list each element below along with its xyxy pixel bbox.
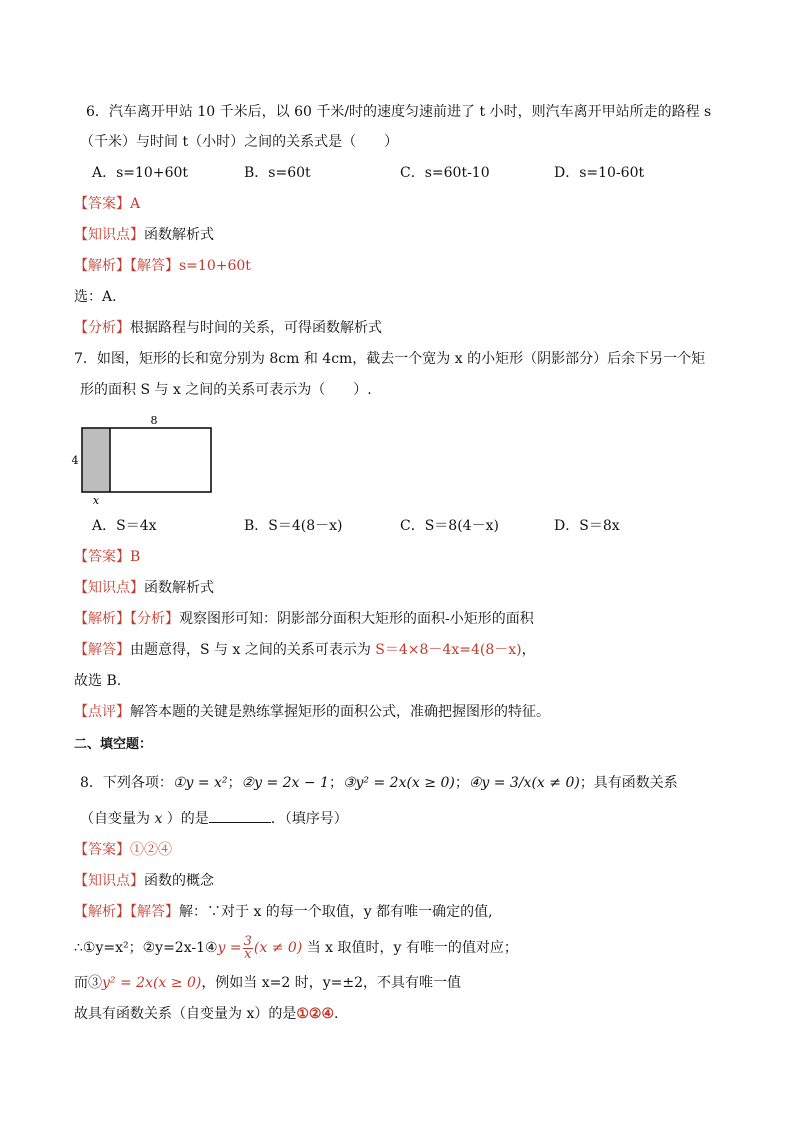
solve-tag: 【解答】: [74, 642, 130, 658]
q7-stem-line2: 形的面积 S 与 x 之间的关系可表示为（ ）.: [80, 382, 372, 398]
answer-tag: 【答案】: [74, 842, 130, 858]
q8-line4-a: 故具有函数关系（自变量为 x）的是: [74, 1006, 297, 1022]
q8-stem-prefix: 8．下列各项：: [80, 775, 173, 791]
q8-line3: [74, 973, 461, 993]
q8-l2-x: x: [154, 811, 163, 827]
solve-text: 由题意得，S 与 x 之间的关系可表示为: [130, 642, 376, 658]
rectangle-diagram: [70, 412, 230, 508]
solve-end: ，: [521, 642, 536, 658]
kp-value: 函数解析式: [144, 580, 214, 596]
q7-comment: [74, 702, 550, 722]
q8-line4-c: .: [334, 1006, 339, 1022]
q8-item-2: ②y = 2x − 1: [241, 775, 329, 791]
q6-stem-line2: （千米）与时间 t（小时）之间的关系式是（ ）: [80, 134, 399, 150]
q8-l2-a: （自变量为: [80, 811, 155, 827]
q6-choose: 选：A．: [74, 289, 127, 305]
q8-sep: ；: [227, 775, 242, 791]
q8-line3-formula: y² = 2x(x ≥ 0): [102, 975, 202, 991]
shaded-rectangle: [82, 428, 110, 492]
q8-stem-line2: [80, 808, 348, 829]
q8-line2-a: ∴①y=x²；②y=2x-1④: [74, 940, 218, 956]
answer-value: B: [130, 549, 141, 565]
analysis-value: 解：∵对于 x 的每一个取值，y 都有唯一确定的值,: [179, 904, 493, 920]
q8-line4: [74, 1004, 338, 1024]
q8-line3-a: 而③: [74, 975, 102, 991]
q6-option-b: B．s=60t: [244, 165, 311, 181]
q7-knowledge-point: [74, 578, 214, 598]
answer-value: ①②④: [130, 842, 172, 858]
q8-item-4: ④y = 3/x(x ≠ 0): [468, 775, 580, 791]
kp-value: 函数解析式: [144, 227, 214, 243]
q8-sep: ；: [328, 775, 343, 791]
analysis-tag: 【解析】【解答】: [74, 258, 179, 274]
q7-analysis: [74, 609, 534, 629]
analysis-value: s=10+60t: [179, 258, 251, 274]
fraction: $\frac{3}{x}$: [243, 933, 252, 962]
kp-tag: 【知识点】: [74, 580, 144, 596]
q8-answer: [74, 840, 172, 860]
fenxi-value: 根据路程与时间的关系，可得函数解析式: [130, 320, 382, 336]
answer-blank[interactable]: [209, 808, 271, 823]
solve-formula: S＝4×8－4x=4(8－x): [375, 642, 522, 658]
q8-knowledge-point: [74, 871, 214, 891]
q7-option-b: B．S＝4(8－x): [244, 518, 343, 534]
q8-l2-c: ．（填序号）: [270, 811, 348, 827]
answer-value: A: [130, 196, 141, 212]
q6-fenxi: [74, 318, 382, 338]
kp-value: 函数的概念: [144, 873, 214, 889]
q6-knowledge-point: [74, 225, 214, 245]
q8-l2-b: ）的是: [162, 811, 209, 827]
comment-value: 解答本题的关键是熟练掌握矩形的面积公式，准确把握图形的特征。: [130, 704, 550, 720]
q7-option-c: C．S＝8(4－x): [400, 518, 499, 534]
q8-item-1: ①y = x²: [172, 775, 228, 791]
rectangle-figure: [70, 412, 230, 508]
q8-stem-suffix: ；具有函数关系: [579, 775, 678, 791]
q7-answer: [74, 547, 140, 567]
q7-choose: 故选 B.: [74, 673, 122, 689]
q8-line2-formula: y = $\frac{3}{x}$ (x ≠ 0): [217, 933, 303, 962]
q8-line2: [74, 934, 518, 962]
analysis-value: 观察图形可知：阴影部分面积大矩形的面积-小矩形的面积: [179, 611, 534, 627]
comment-tag: 【点评】: [74, 704, 130, 720]
q8-sep: ；: [454, 775, 469, 791]
q8-analysis: [74, 902, 493, 922]
q8-line4-answer: ①②④: [296, 1006, 335, 1022]
analysis-tag: 【解析】【分析】: [74, 611, 179, 627]
q6-answer: [74, 194, 140, 214]
analysis-tag: 【解析】【解答】: [74, 904, 179, 920]
q8-stem-line1: [80, 770, 678, 796]
kp-tag: 【知识点】: [74, 227, 144, 243]
kp-tag: 【知识点】: [74, 873, 144, 889]
top-label: 8: [150, 414, 158, 427]
q7-option-d: D．S＝8x: [554, 518, 620, 534]
q6-analysis: [74, 256, 251, 276]
q7-option-a: A．S＝4x: [92, 518, 157, 534]
q8-item-3: ③y² = 2x(x ≥ 0): [342, 775, 455, 791]
q6-option-a: A．s=10+60t: [92, 165, 189, 181]
left-label: 4: [71, 454, 79, 467]
q6-option-c: C．s=60t-10: [400, 165, 490, 181]
fenxi-tag: 【分析】: [74, 320, 130, 336]
q6-option-d: D．s=10-60t: [554, 165, 645, 181]
q6-stem-line1: 6．汽车离开甲站 10 千米后，以 60 千米/时的速度匀速前进了 t 小时，则汽车离开甲站所走的路程 s: [86, 104, 712, 120]
bottom-label: x: [92, 494, 100, 507]
q8-line2-b: 当 x 取值时，y 有唯一的值对应；: [302, 940, 518, 956]
answer-tag: 【答案】: [74, 196, 130, 212]
answer-tag: 【答案】: [74, 549, 130, 565]
q8-line3-b: ，例如当 x=2 时，y=±2，不具有唯一值: [201, 975, 462, 991]
q7-solve: [74, 640, 536, 660]
section-title: 二、填空题：: [74, 737, 153, 752]
q7-stem-line1: 7．如图，矩形的长和宽分别为 8cm 和 4cm，截去一个宽为 x 的小矩形（阴影部分）后余下另一个矩: [74, 351, 706, 367]
